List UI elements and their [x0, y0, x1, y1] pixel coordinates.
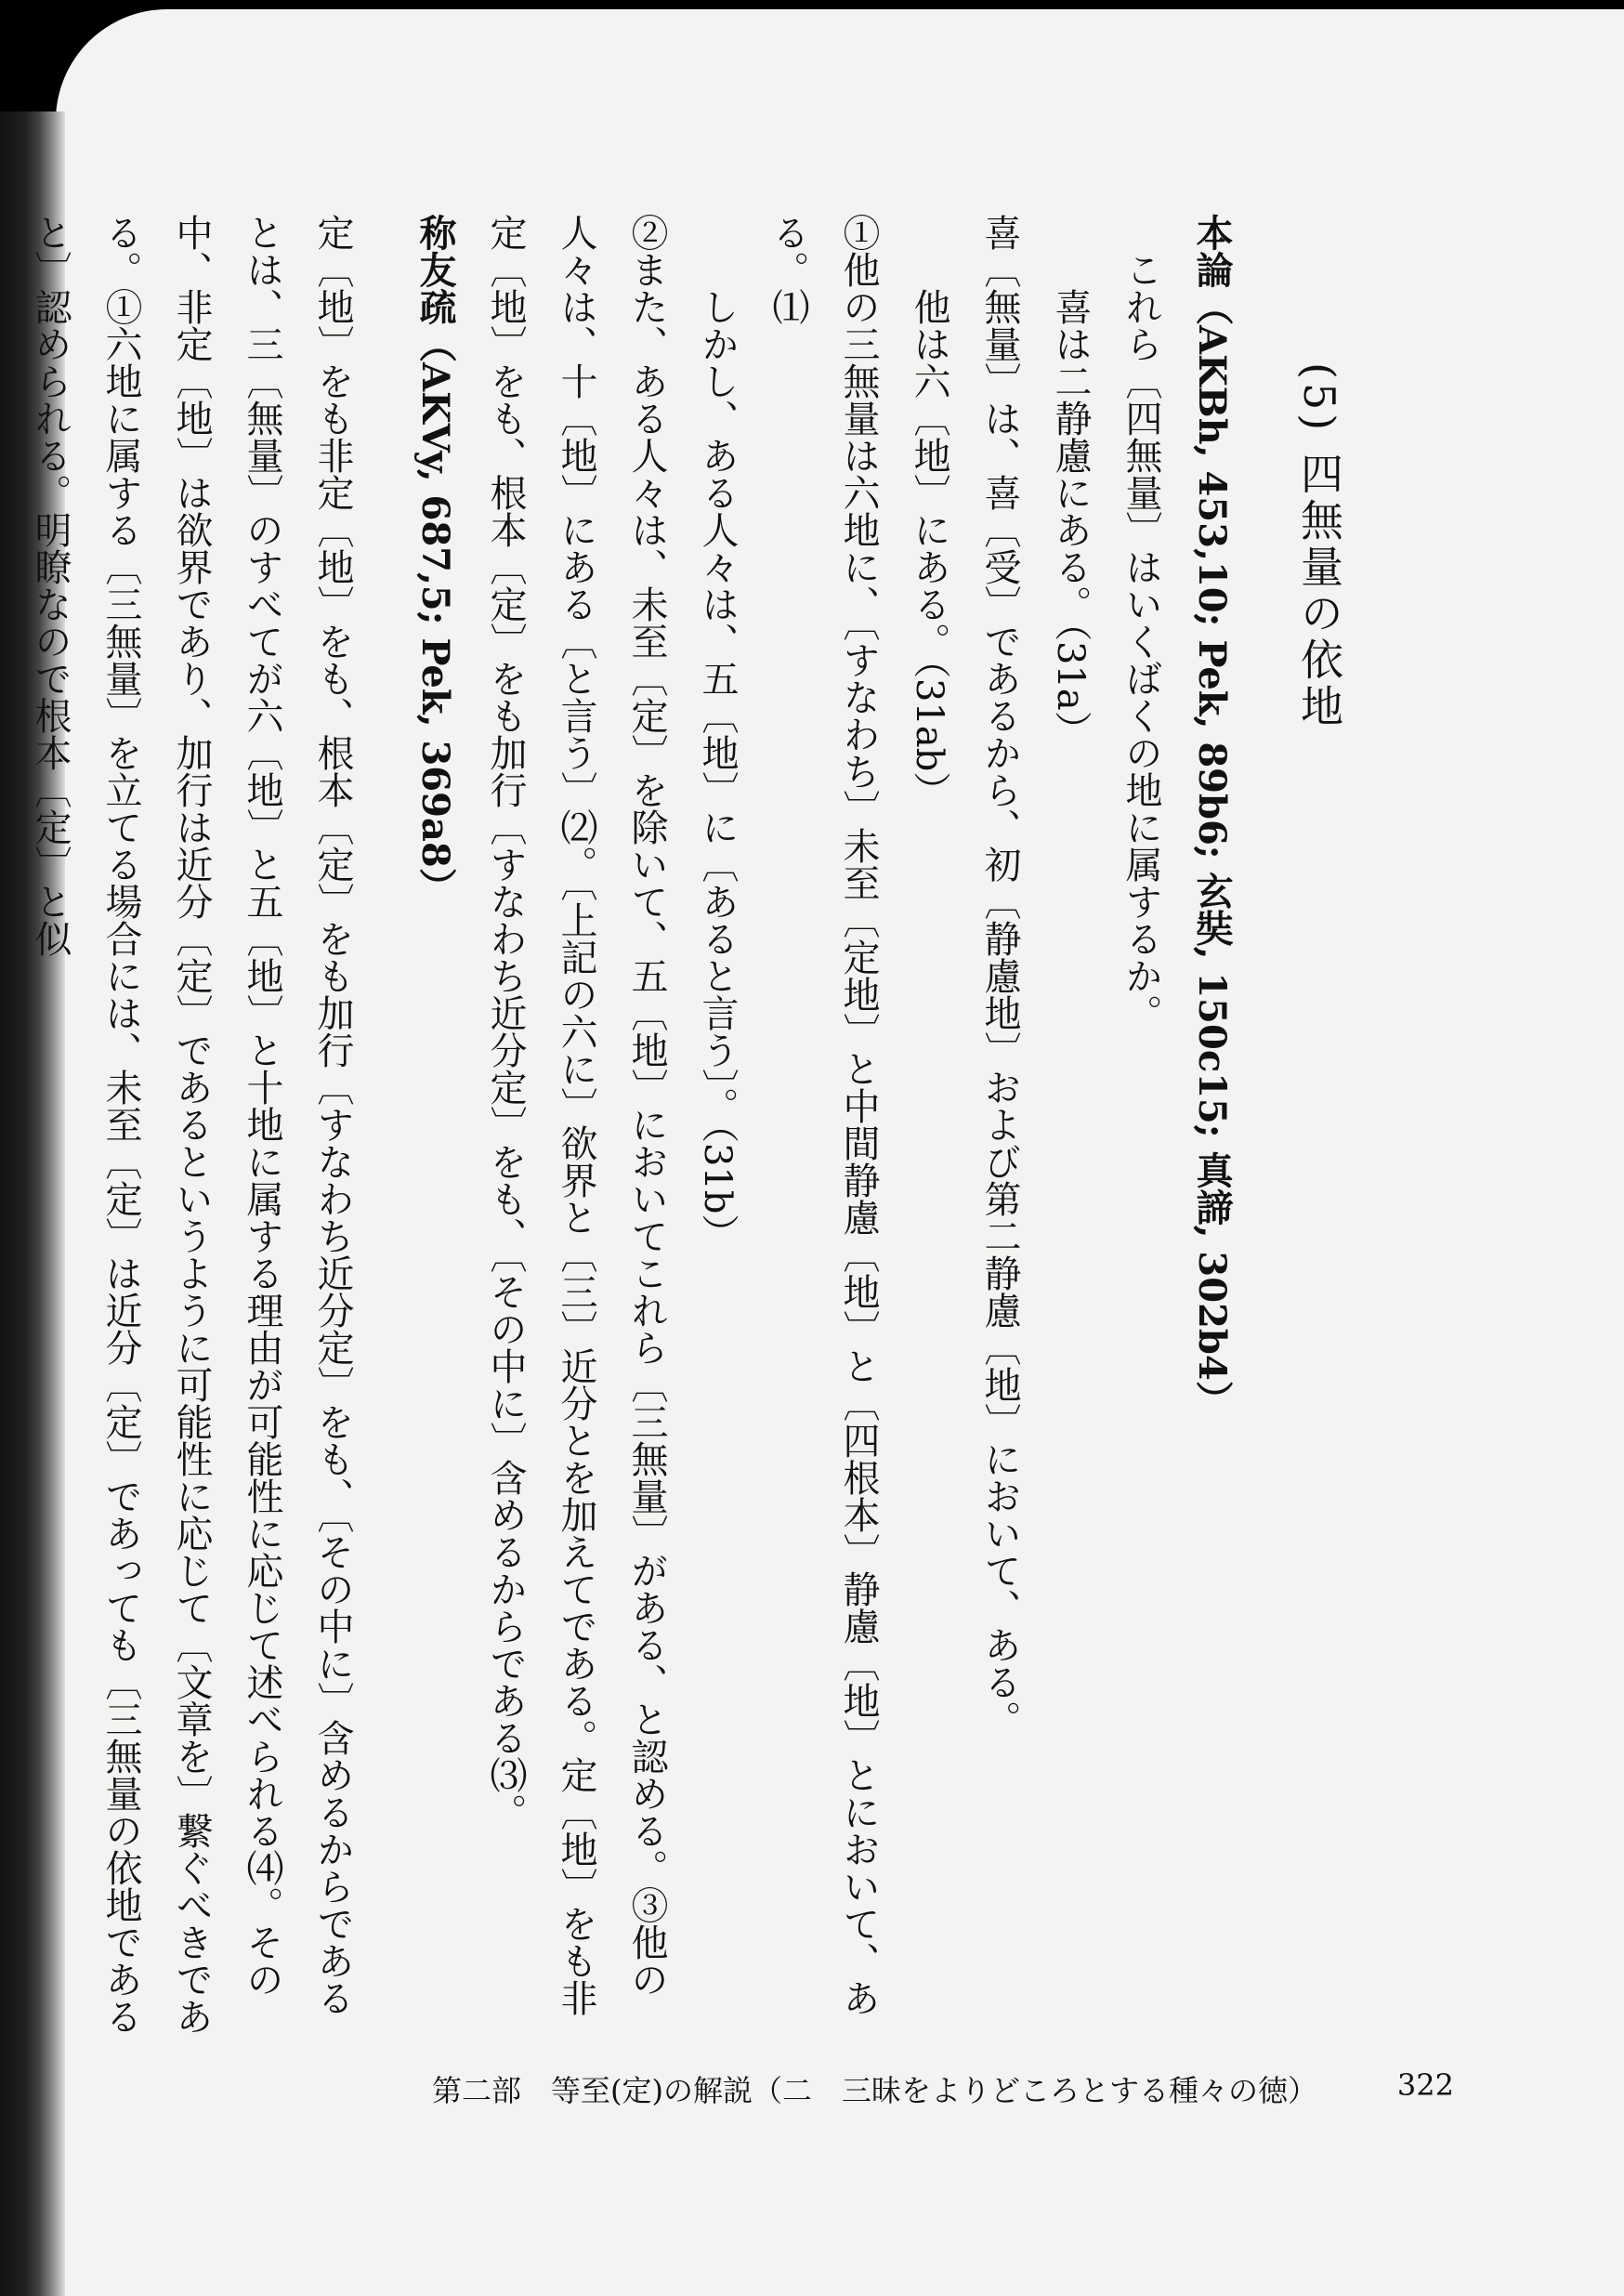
- section-heading: (5) 四無量の依地: [1294, 362, 1344, 730]
- root-paragraph-2: ①他の三無量は六地に、〔すなわち〕未至〔定地〕と中間静慮〔地〕と〔四根本〕静慮〔地〕とにおいて、ある。⑴: [766, 214, 880, 2016]
- question-line: これら〔四無量〕はいくばくの地に属するか。: [1120, 251, 1162, 1031]
- root-text-citation: （AKBh, 453,10; Pek, 89b6; 玄奘, 150c15; 真諦, 302b4）: [1190, 288, 1234, 1418]
- commentary-paragraph: 定〔地〕をも非定〔地〕をも、根本〔定〕をも加行〔すなわち近分定〕をも、〔その中に〕含めるからであるとは、三〔無量〕のすべてが六〔地〕と五〔地〕と十地に属する理由が可能性に応じて述べられる⑷。その中、非定〔地〕は欲界であり、加行は近分〔定〕であるというように可能性に応じて〔文章を〕繋ぐべきである。①六地に属する〔三無量〕を立てる場合には、未至〔定〕は近分〔定〕であっても〔三無量の依地であると〕認められる。明瞭なので根本〔定〕と似: [29, 214, 354, 2035]
- page-footer: [432, 2067, 1454, 2110]
- verse-line-3: しかし、ある人々は、五〔地〕に〔あると言う〕。（31b）: [696, 288, 739, 1252]
- verse-line-1: 喜は二静慮にある。（31a）: [1049, 288, 1092, 748]
- verse-line-2: 他は六〔地〕にある。（31ab）: [908, 288, 950, 809]
- commentary-label: 称友疏: [413, 214, 457, 325]
- root-paragraph-3: ②また、ある人々は、未至〔定〕を除いて、五〔地〕においてこれら〔三無量〕がある、と認める。③他の人々は、十〔地〕にある〔と言う〕⑵。〔上記の六に〕欲界と〔三〕近分とを加えてである。定〔地〕をも非定〔地〕をも、根本〔定〕をも加行〔すなわち近分定〕をも、〔その中に〕含めるからである⑶。: [484, 214, 668, 2016]
- commentary-citation: （AKVy, 687,5; Pek, 369a8）: [413, 325, 457, 905]
- running-head: 第二部 等至(定)の解説（二 三昧をよりどころとする種々の徳）: [432, 2073, 1317, 2108]
- root-text-header: [1176, 214, 1247, 2035]
- root-text-label: 本論: [1190, 214, 1234, 288]
- root-paragraph-1: 喜〔無量〕は、喜〔受〕であるから、初〔静慮地〕および第二静慮〔地〕において、ある。: [978, 214, 1021, 1738]
- vertical-text-block: [15, 214, 1355, 2035]
- commentary-header: [399, 214, 470, 2035]
- page-number: 322: [1396, 2067, 1454, 2103]
